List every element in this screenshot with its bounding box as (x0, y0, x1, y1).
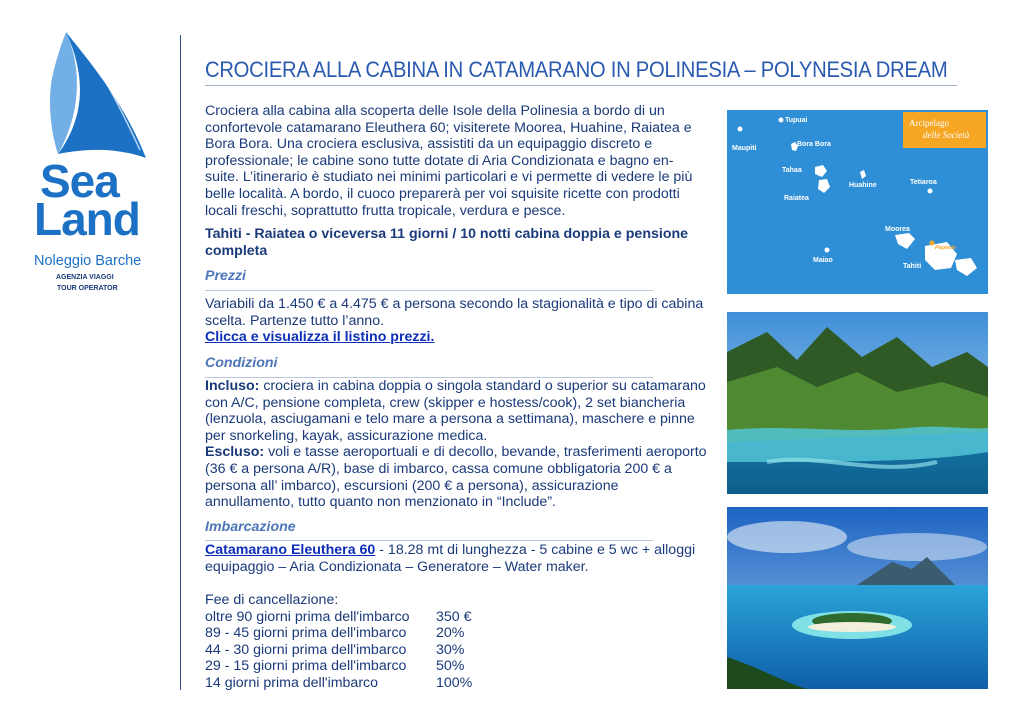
fee-row (205, 609, 505, 626)
map-label-tahiti: Tahiti (903, 263, 922, 270)
prices-text: Variabili da 1.450 € a 4.475 € a persona secondo la stagionalità e tipo di cabina scelta. Partenze tutto l’anno. (205, 296, 704, 329)
fee-value: 100% (436, 674, 473, 691)
map-label-maiao: Maiao (813, 257, 833, 264)
agency-line-2: TOUR OPERATOR (57, 285, 118, 292)
island-aerial-photo (727, 312, 988, 494)
map-label-huahine: Huahine (849, 182, 877, 189)
fee-row (205, 675, 505, 692)
page-title: CROCIERA ALLA CABINA IN CATAMARANO IN POLINESIA – POLYNESIA DREAM (205, 57, 948, 82)
map-label-raiatea: Raiatea (784, 195, 809, 202)
title-underline (205, 85, 957, 86)
map-label-tetiaroa: Tetiaroa (910, 179, 937, 186)
fee-label: 29 - 15 giorni prima dell'imbarco (205, 658, 407, 675)
incluso-text: crociera in cabina doppia o singola standard o superior su catamarano con A/C, pensione completa, crew (skipper e hostess/cook), 2 set biancheria (lenzuola, asciugamani e telo mare a persona a settimana), maschere e pinne per snorkeling, kayak, assicurazione medica. (205, 378, 706, 444)
society-islands-map (727, 110, 988, 294)
section-heading-condizioni: Condizioni (205, 355, 278, 371)
section-heading-prezzi: Prezzi (205, 268, 247, 284)
escluso-label: Escluso: (205, 444, 265, 461)
map-label-bora-bora: Bora Bora (797, 141, 831, 148)
fee-label: 44 - 30 giorni prima dell'imbarco (205, 641, 407, 658)
brand-sea: Sea (40, 155, 119, 207)
boat-text: - 18.28 mt di lunghezza - 5 cabine e 5 wc + alloggi equipaggio – Aria Condizionata – Generatore – Water maker. (205, 542, 696, 575)
incluso-label: Incluso: (205, 378, 260, 394)
fee-value: 50% (436, 658, 465, 675)
fee-label: oltre 90 giorni prima dell'imbarco (205, 608, 410, 625)
section-rule (205, 290, 653, 291)
fee-value: 350 € (436, 608, 472, 625)
map-legend-subtitle: delle Società (923, 130, 970, 140)
boat-link[interactable]: Catamarano Eleuthera 60 (205, 542, 376, 558)
map-legend-title: Arcipelago (909, 118, 949, 128)
fee-value: 30% (436, 641, 465, 658)
cancellation-fees (205, 592, 505, 692)
fees-heading: Fee di cancellazione: (205, 592, 339, 608)
vertical-divider (180, 35, 181, 690)
fee-row (205, 658, 505, 675)
map-label-tahaa: Tahaa (782, 167, 802, 174)
price-list-link[interactable]: Clicca e visualizza il listino prezzi. (205, 329, 435, 346)
fee-label: 14 giorni prima dell'imbarco (205, 674, 379, 691)
package-summary: Tahiti - Raiatea o viceversa 11 giorni / 10 notti cabina doppia e pensione completa (205, 226, 689, 259)
escluso-text: voli e tasse aeroportuali e di decollo, bevande, trasferimenti aeroporto (36 € a persona A/R), base di imbarco, cassa comune obbligatoria 200 € a persona all’ imbarco), escursioni (200 € a persona), assicurazione annullamento, tutto quanto non menzionato in “Include”. (205, 444, 707, 511)
section-heading-imbarcazione: Imbarcazione (205, 519, 296, 535)
boat-block (205, 542, 710, 575)
map-label-tupuai: Tupuai (785, 117, 808, 124)
fee-row (205, 642, 505, 659)
intro-paragraph: Crociera alla cabina alla scoperta delle Isole della Polinesia a bordo di un confortevole catamarano Eleuthera 60; visiterete Moorea, Huahine, Raiatea e Bora Bora. Una crociera esclusiva, assistiti da un equipaggio discreto e professionale; le cabine sono tutte dotate di Aria Condizionata e bagno en-suite. L’itinerario è studiato nei minimi particolari e vi permette di vedere le più belle località. A bordo, il cuoco preparerà per voi squisite ricette con prodotti locali freschi, soprattutto frutta tropicale, verdura e pesce. (205, 103, 693, 219)
map-label-maupiti: Maupiti (732, 145, 757, 152)
lagoon-photo (727, 507, 988, 689)
fee-label: 89 - 45 giorni prima dell'imbarco (205, 625, 407, 642)
map-label-papeete: Papeete (935, 245, 957, 251)
section-rule (205, 540, 653, 541)
agency-line-1: AGENZIA VIAGGI (56, 274, 114, 281)
fee-row (205, 625, 505, 642)
map-label-moorea: Moorea (885, 226, 910, 233)
conditions-block (205, 378, 710, 511)
sail-icon (28, 30, 158, 165)
fee-value: 20% (436, 625, 465, 642)
brand-land: Land (34, 193, 140, 245)
prices-block (205, 296, 705, 346)
sealand-logo (28, 30, 158, 300)
brand-tagline: Noleggio Barche (34, 253, 142, 269)
